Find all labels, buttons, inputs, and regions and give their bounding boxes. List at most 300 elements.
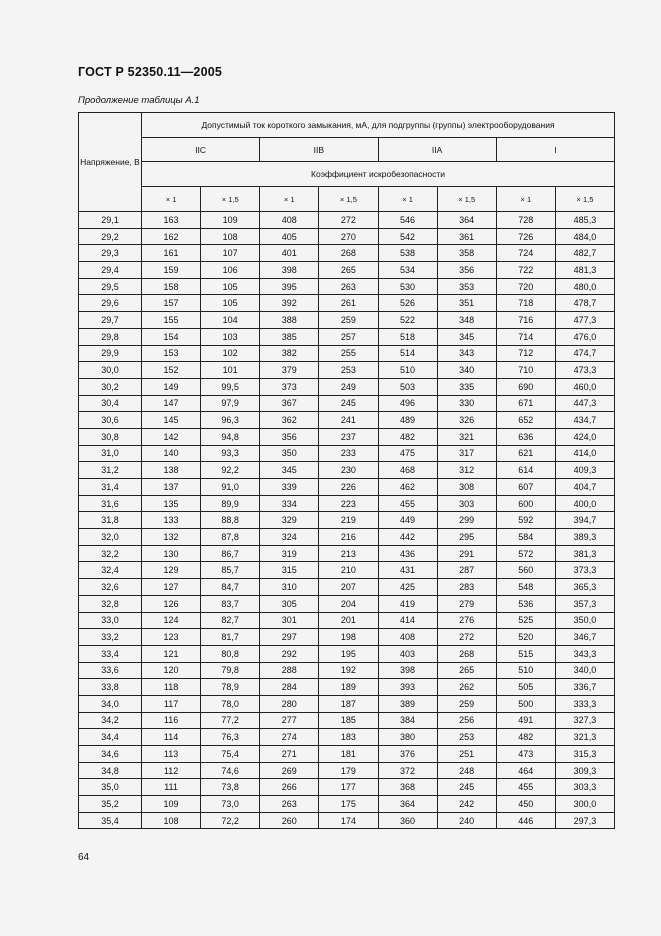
value-cell: 83,7	[201, 595, 260, 612]
value-cell: 356	[437, 262, 496, 279]
value-cell: 102	[201, 345, 260, 362]
value-cell: 279	[437, 595, 496, 612]
value-cell: 400,0	[555, 495, 614, 512]
value-cell: 181	[319, 746, 378, 763]
voltage-cell: 30,4	[79, 395, 142, 412]
value-cell: 257	[319, 328, 378, 345]
value-cell: 335	[437, 378, 496, 395]
value-cell: 538	[378, 245, 437, 262]
value-cell: 474,7	[555, 345, 614, 362]
value-cell: 482	[378, 428, 437, 445]
value-cell: 464	[496, 762, 555, 779]
value-cell: 395	[260, 278, 319, 295]
voltage-cell: 32,8	[79, 595, 142, 612]
value-cell: 255	[319, 345, 378, 362]
value-cell: 185	[319, 712, 378, 729]
value-cell: 303,3	[555, 779, 614, 796]
voltage-cell: 29,5	[79, 278, 142, 295]
value-cell: 97,9	[201, 395, 260, 412]
value-cell: 174	[319, 812, 378, 829]
value-cell: 379	[260, 362, 319, 379]
value-cell: 560	[496, 562, 555, 579]
value-cell: 107	[201, 245, 260, 262]
value-cell: 336,7	[555, 679, 614, 696]
value-cell: 106	[201, 262, 260, 279]
value-cell: 117	[142, 695, 201, 712]
value-cell: 356	[260, 428, 319, 445]
value-cell: 241	[319, 412, 378, 429]
value-cell: 478,7	[555, 295, 614, 312]
value-cell: 249	[319, 378, 378, 395]
value-cell: 408	[260, 212, 319, 229]
value-cell: 118	[142, 679, 201, 696]
value-cell: 330	[437, 395, 496, 412]
value-cell: 536	[496, 595, 555, 612]
value-cell: 431	[378, 562, 437, 579]
value-cell: 350,0	[555, 612, 614, 629]
value-cell: 94,8	[201, 428, 260, 445]
value-cell: 510	[496, 662, 555, 679]
value-cell: 722	[496, 262, 555, 279]
value-cell: 460,0	[555, 378, 614, 395]
value-cell: 546	[378, 212, 437, 229]
value-cell: 101	[201, 362, 260, 379]
value-cell: 393	[378, 679, 437, 696]
value-cell: 385	[260, 328, 319, 345]
value-cell: 389	[378, 695, 437, 712]
value-cell: 592	[496, 512, 555, 529]
value-cell: 81,7	[201, 629, 260, 646]
coefficient-cell: × 1,5	[555, 187, 614, 212]
value-cell: 324	[260, 529, 319, 546]
value-cell: 500	[496, 695, 555, 712]
value-cell: 276	[437, 612, 496, 629]
coefficient-cell: × 1	[260, 187, 319, 212]
value-cell: 584	[496, 529, 555, 546]
table-row	[79, 512, 615, 529]
coefficient-cell: × 1	[142, 187, 201, 212]
table-row	[79, 445, 615, 462]
table-row	[79, 612, 615, 629]
voltage-cell: 30,6	[79, 412, 142, 429]
voltage-cell: 29,7	[79, 312, 142, 329]
value-cell: 384	[378, 712, 437, 729]
value-cell: 485,3	[555, 212, 614, 229]
value-cell: 133	[142, 512, 201, 529]
value-cell: 113	[142, 746, 201, 763]
value-cell: 572	[496, 545, 555, 562]
value-cell: 600	[496, 495, 555, 512]
voltage-cell: 30,0	[79, 362, 142, 379]
value-cell: 636	[496, 428, 555, 445]
value-cell: 340	[437, 362, 496, 379]
value-cell: 389,3	[555, 529, 614, 546]
value-cell: 132	[142, 529, 201, 546]
value-cell: 108	[142, 812, 201, 829]
value-cell: 135	[142, 495, 201, 512]
value-cell: 305	[260, 595, 319, 612]
value-cell: 72,2	[201, 812, 260, 829]
value-cell: 522	[378, 312, 437, 329]
value-cell: 269	[260, 762, 319, 779]
value-cell: 476,0	[555, 328, 614, 345]
coefficient-cell: × 1,5	[437, 187, 496, 212]
value-cell: 216	[319, 529, 378, 546]
value-cell: 480,0	[555, 278, 614, 295]
value-cell: 154	[142, 328, 201, 345]
value-cell: 123	[142, 629, 201, 646]
value-cell: 520	[496, 629, 555, 646]
voltage-cell: 30,8	[79, 428, 142, 445]
value-cell: 114	[142, 729, 201, 746]
value-cell: 288	[260, 662, 319, 679]
value-cell: 284	[260, 679, 319, 696]
value-cell: 201	[319, 612, 378, 629]
value-cell: 89,9	[201, 495, 260, 512]
voltage-cell: 31,8	[79, 512, 142, 529]
table-row	[79, 278, 615, 295]
value-cell: 111	[142, 779, 201, 796]
voltage-cell: 32,2	[79, 545, 142, 562]
value-cell: 87,8	[201, 529, 260, 546]
value-cell: 376	[378, 746, 437, 763]
table-row	[79, 695, 615, 712]
group-header: IIA	[378, 138, 496, 162]
value-cell: 78,0	[201, 695, 260, 712]
table-row	[79, 412, 615, 429]
value-cell: 149	[142, 378, 201, 395]
value-cell: 210	[319, 562, 378, 579]
value-cell: 251	[437, 746, 496, 763]
voltage-cell: 29,3	[79, 245, 142, 262]
value-cell: 351	[437, 295, 496, 312]
value-cell: 404,7	[555, 479, 614, 496]
value-cell: 105	[201, 278, 260, 295]
voltage-cell: 31,4	[79, 479, 142, 496]
value-cell: 364	[378, 796, 437, 813]
value-cell: 671	[496, 395, 555, 412]
value-cell: 192	[319, 662, 378, 679]
value-cell: 142	[142, 428, 201, 445]
value-cell: 455	[378, 495, 437, 512]
value-cell: 162	[142, 228, 201, 245]
value-cell: 303	[437, 495, 496, 512]
table-row	[79, 328, 615, 345]
value-cell: 213	[319, 545, 378, 562]
value-cell: 291	[437, 545, 496, 562]
data-table	[78, 112, 615, 829]
table-row	[79, 579, 615, 596]
value-cell: 345	[437, 328, 496, 345]
value-cell: 434,7	[555, 412, 614, 429]
value-cell: 271	[260, 746, 319, 763]
value-cell: 99,5	[201, 378, 260, 395]
voltage-cell: 34,6	[79, 746, 142, 763]
value-cell: 468	[378, 462, 437, 479]
value-cell: 268	[437, 645, 496, 662]
value-cell: 398	[378, 662, 437, 679]
value-cell: 321,3	[555, 729, 614, 746]
value-cell: 510	[378, 362, 437, 379]
coefficient-cell: × 1	[378, 187, 437, 212]
value-cell: 223	[319, 495, 378, 512]
value-cell: 130	[142, 545, 201, 562]
voltage-cell: 34,2	[79, 712, 142, 729]
value-cell: 394,7	[555, 512, 614, 529]
value-cell: 124	[142, 612, 201, 629]
value-cell: 270	[319, 228, 378, 245]
value-cell: 327,3	[555, 712, 614, 729]
voltage-cell: 34,8	[79, 762, 142, 779]
value-cell: 152	[142, 362, 201, 379]
voltage-cell: 29,1	[79, 212, 142, 229]
value-cell: 726	[496, 228, 555, 245]
value-cell: 105	[201, 295, 260, 312]
value-cell: 103	[201, 328, 260, 345]
value-cell: 145	[142, 412, 201, 429]
value-cell: 489	[378, 412, 437, 429]
voltage-cell: 29,6	[79, 295, 142, 312]
value-cell: 237	[319, 428, 378, 445]
table-row	[79, 679, 615, 696]
table-row	[79, 545, 615, 562]
value-cell: 419	[378, 595, 437, 612]
voltage-header: Напряжение, В	[79, 113, 142, 212]
value-cell: 373	[260, 378, 319, 395]
value-cell: 248	[437, 762, 496, 779]
value-cell: 157	[142, 295, 201, 312]
table-row	[79, 395, 615, 412]
value-cell: 482,7	[555, 245, 614, 262]
value-cell: 262	[437, 679, 496, 696]
value-cell: 409,3	[555, 462, 614, 479]
value-cell: 96,3	[201, 412, 260, 429]
voltage-cell: 29,8	[79, 328, 142, 345]
value-cell: 207	[319, 579, 378, 596]
group-header: I	[496, 138, 614, 162]
value-cell: 155	[142, 312, 201, 329]
value-cell: 253	[437, 729, 496, 746]
voltage-cell: 32,4	[79, 562, 142, 579]
table-row	[79, 662, 615, 679]
value-cell: 339	[260, 479, 319, 496]
table-row	[79, 746, 615, 763]
voltage-cell: 31,0	[79, 445, 142, 462]
value-cell: 82,7	[201, 612, 260, 629]
value-cell: 714	[496, 328, 555, 345]
value-cell: 195	[319, 645, 378, 662]
value-cell: 534	[378, 262, 437, 279]
value-cell: 240	[437, 812, 496, 829]
value-cell: 253	[319, 362, 378, 379]
table-row	[79, 212, 615, 229]
value-cell: 138	[142, 462, 201, 479]
value-cell: 78,9	[201, 679, 260, 696]
value-cell: 607	[496, 479, 555, 496]
voltage-cell: 33,0	[79, 612, 142, 629]
value-cell: 333,3	[555, 695, 614, 712]
value-cell: 526	[378, 295, 437, 312]
value-cell: 308	[437, 479, 496, 496]
voltage-cell: 35,0	[79, 779, 142, 796]
value-cell: 283	[437, 579, 496, 596]
value-cell: 301	[260, 612, 319, 629]
value-cell: 158	[142, 278, 201, 295]
voltage-cell: 29,4	[79, 262, 142, 279]
value-cell: 334	[260, 495, 319, 512]
value-cell: 263	[260, 796, 319, 813]
value-cell: 299	[437, 512, 496, 529]
value-cell: 245	[437, 779, 496, 796]
value-cell: 272	[319, 212, 378, 229]
value-cell: 198	[319, 629, 378, 646]
value-cell: 728	[496, 212, 555, 229]
table-row	[79, 228, 615, 245]
value-cell: 315	[260, 562, 319, 579]
value-cell: 446	[496, 812, 555, 829]
value-cell: 274	[260, 729, 319, 746]
value-cell: 85,7	[201, 562, 260, 579]
voltage-cell: 32,6	[79, 579, 142, 596]
table-row	[79, 312, 615, 329]
value-cell: 127	[142, 579, 201, 596]
value-cell: 357,3	[555, 595, 614, 612]
voltage-cell: 30,2	[79, 378, 142, 395]
table-row	[79, 529, 615, 546]
value-cell: 280	[260, 695, 319, 712]
voltage-cell: 33,6	[79, 662, 142, 679]
value-cell: 503	[378, 378, 437, 395]
value-cell: 219	[319, 512, 378, 529]
value-cell: 260	[260, 812, 319, 829]
value-cell: 392	[260, 295, 319, 312]
value-cell: 614	[496, 462, 555, 479]
value-cell: 473	[496, 746, 555, 763]
voltage-cell: 35,2	[79, 796, 142, 813]
value-cell: 372	[378, 762, 437, 779]
value-cell: 153	[142, 345, 201, 362]
value-cell: 263	[319, 278, 378, 295]
value-cell: 482	[496, 729, 555, 746]
value-cell: 398	[260, 262, 319, 279]
table-row	[79, 729, 615, 746]
value-cell: 319	[260, 545, 319, 562]
value-cell: 116	[142, 712, 201, 729]
voltage-cell: 33,4	[79, 645, 142, 662]
value-cell: 108	[201, 228, 260, 245]
table-row	[79, 428, 615, 445]
value-cell: 300,0	[555, 796, 614, 813]
value-cell: 514	[378, 345, 437, 362]
voltage-cell: 34,0	[79, 695, 142, 712]
value-cell: 477,3	[555, 312, 614, 329]
table-row	[79, 345, 615, 362]
value-cell: 75,4	[201, 746, 260, 763]
value-cell: 365,3	[555, 579, 614, 596]
value-cell: 84,7	[201, 579, 260, 596]
coefficient-header: Коэффициент искробезопасности	[142, 162, 615, 187]
value-cell: 297,3	[555, 812, 614, 829]
table-row	[79, 562, 615, 579]
voltage-cell: 29,2	[79, 228, 142, 245]
value-cell: 315,3	[555, 746, 614, 763]
value-cell: 450	[496, 796, 555, 813]
table-row	[79, 812, 615, 829]
value-cell: 690	[496, 378, 555, 395]
value-cell: 297	[260, 629, 319, 646]
coefficient-cell: × 1,5	[201, 187, 260, 212]
value-cell: 455	[496, 779, 555, 796]
value-cell: 473,3	[555, 362, 614, 379]
page-number: 64	[78, 852, 90, 863]
value-cell: 242	[437, 796, 496, 813]
table-caption: Продолжение таблицы А.1	[78, 95, 200, 106]
value-cell: 346,7	[555, 629, 614, 646]
value-cell: 343,3	[555, 645, 614, 662]
value-cell: 353	[437, 278, 496, 295]
value-cell: 525	[496, 612, 555, 629]
table-row	[79, 262, 615, 279]
value-cell: 475	[378, 445, 437, 462]
value-cell: 345	[260, 462, 319, 479]
value-cell: 364	[437, 212, 496, 229]
value-cell: 621	[496, 445, 555, 462]
value-cell: 187	[319, 695, 378, 712]
value-cell: 321	[437, 428, 496, 445]
table-row	[79, 462, 615, 479]
value-cell: 326	[437, 412, 496, 429]
value-cell: 121	[142, 645, 201, 662]
table-row	[79, 362, 615, 379]
value-cell: 79,8	[201, 662, 260, 679]
value-cell: 710	[496, 362, 555, 379]
value-cell: 74,6	[201, 762, 260, 779]
value-cell: 724	[496, 245, 555, 262]
table-header	[79, 113, 615, 212]
group-header: IIB	[260, 138, 378, 162]
value-cell: 368	[378, 779, 437, 796]
value-cell: 77,2	[201, 712, 260, 729]
value-cell: 343	[437, 345, 496, 362]
value-cell: 175	[319, 796, 378, 813]
value-cell: 361	[437, 228, 496, 245]
document-title: ГОСТ Р 52350.11—2005	[78, 65, 223, 79]
table-row	[79, 779, 615, 796]
value-cell: 425	[378, 579, 437, 596]
voltage-cell: 33,8	[79, 679, 142, 696]
value-cell: 177	[319, 779, 378, 796]
value-cell: 233	[319, 445, 378, 462]
table-row	[79, 295, 615, 312]
value-cell: 424,0	[555, 428, 614, 445]
value-cell: 93,3	[201, 445, 260, 462]
value-cell: 367	[260, 395, 319, 412]
value-cell: 309,3	[555, 762, 614, 779]
value-cell: 261	[319, 295, 378, 312]
value-cell: 382	[260, 345, 319, 362]
value-cell: 312	[437, 462, 496, 479]
value-cell: 147	[142, 395, 201, 412]
current-header: Допустимый ток короткого замыкания, мА, для подгруппы (группы) электрооборудования	[142, 113, 615, 138]
value-cell: 73,0	[201, 796, 260, 813]
value-cell: 265	[437, 662, 496, 679]
voltage-cell: 32,0	[79, 529, 142, 546]
value-cell: 272	[437, 629, 496, 646]
voltage-cell: 31,6	[79, 495, 142, 512]
voltage-cell: 34,4	[79, 729, 142, 746]
value-cell: 76,3	[201, 729, 260, 746]
table-row	[79, 796, 615, 813]
